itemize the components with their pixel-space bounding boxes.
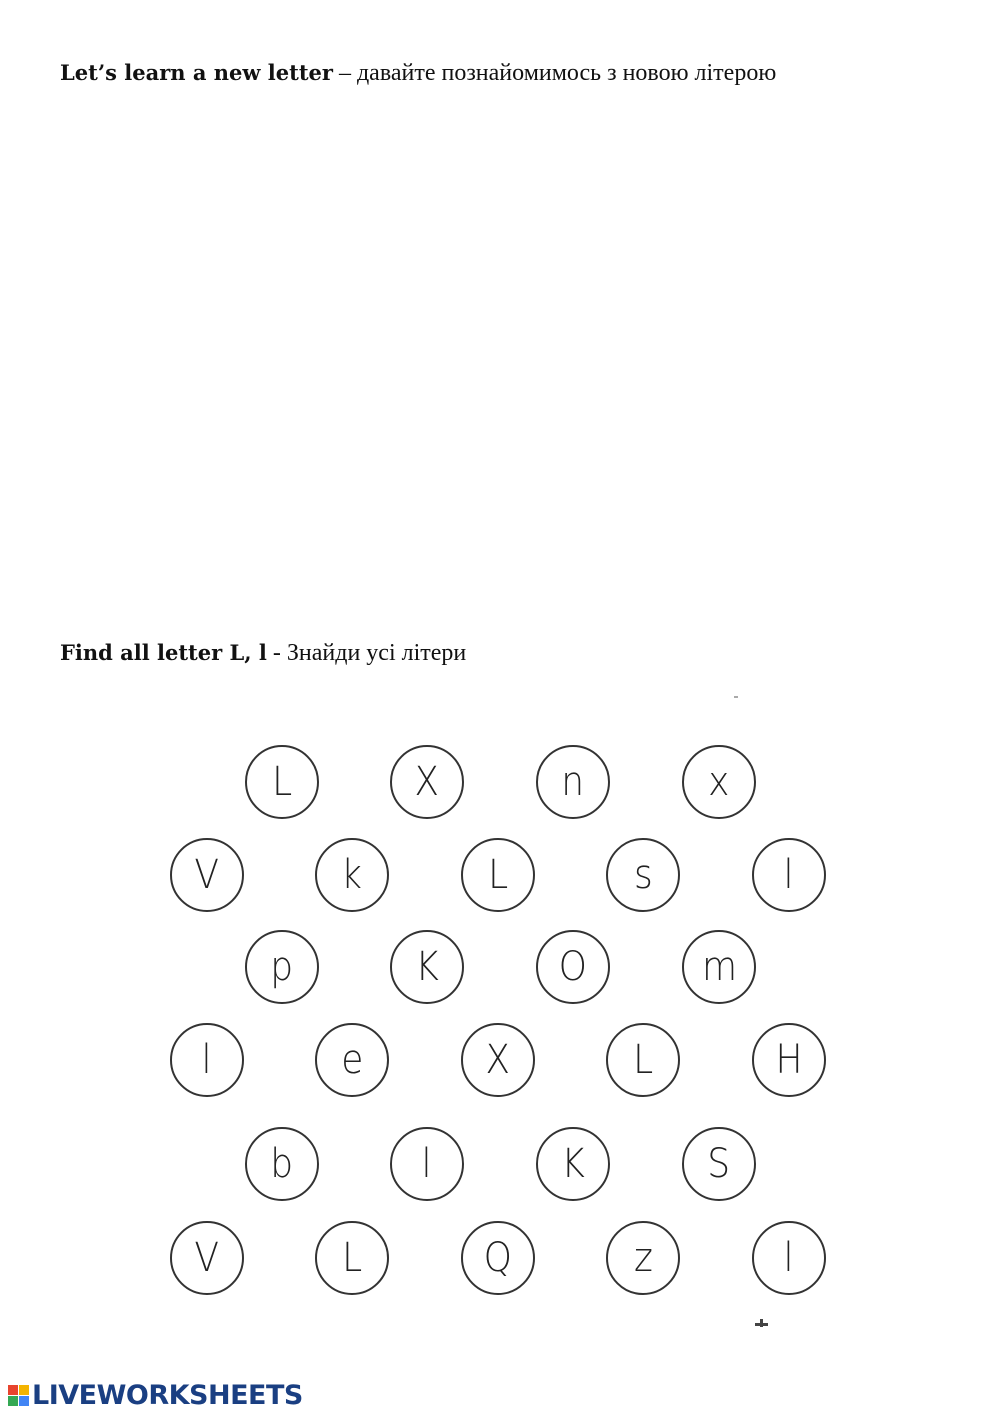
letter-label: L (341, 1235, 363, 1281)
letter-circle[interactable] (461, 1221, 535, 1295)
letter-circle[interactable] (170, 1221, 244, 1295)
letter-label: l (783, 852, 795, 898)
letter-circle[interactable] (682, 745, 756, 819)
letter-label: l (201, 1037, 213, 1083)
letter-label: x (708, 759, 730, 805)
letter-label: p (270, 944, 294, 990)
letter-label: Q (483, 1235, 513, 1281)
letter-label: V (194, 852, 220, 898)
letter-label: l (783, 1235, 795, 1281)
section-title-bold: Find all letter L, l (60, 640, 267, 665)
letter-circle[interactable] (606, 838, 680, 912)
letter-label: L (487, 852, 509, 898)
letter-label: K (561, 1141, 585, 1187)
letter-label: X (414, 759, 440, 805)
letter-circle[interactable] (390, 930, 464, 1004)
letter-circle[interactable] (315, 838, 389, 912)
letter-label: e (340, 1037, 364, 1083)
logo-icon (8, 1385, 29, 1406)
letter-label: S (707, 1141, 731, 1187)
section-title-learn-letter (60, 60, 776, 87)
letter-circle[interactable] (390, 1127, 464, 1201)
speck-mark (755, 1323, 768, 1326)
letter-label: H (775, 1037, 803, 1083)
section-title-translation: - Знайди усі літери (266, 640, 467, 666)
speck-mark (734, 696, 738, 698)
letter-label: m (701, 944, 737, 990)
letter-circle[interactable] (245, 1127, 319, 1201)
letter-label: V (194, 1235, 220, 1281)
letter-circle[interactable] (245, 745, 319, 819)
letter-circle[interactable] (315, 1221, 389, 1295)
letter-circle[interactable] (390, 745, 464, 819)
letter-label: l (421, 1141, 433, 1187)
letter-label: L (271, 759, 293, 805)
letter-circle[interactable] (170, 1023, 244, 1097)
letter-circle[interactable] (245, 930, 319, 1004)
letter-circle[interactable] (536, 745, 610, 819)
letter-circle[interactable] (752, 838, 826, 912)
letter-circle[interactable] (606, 1221, 680, 1295)
letter-label: K (415, 944, 439, 990)
letter-circle[interactable] (461, 1023, 535, 1097)
section-title-translation: – давайте познайомимось з новою літерою (332, 60, 777, 86)
letter-circle[interactable] (170, 838, 244, 912)
letter-label: n (561, 759, 585, 805)
letter-circle[interactable] (536, 1127, 610, 1201)
letter-label: L (632, 1037, 654, 1083)
liveworksheets-logo[interactable] (8, 1380, 303, 1410)
letter-label: z (633, 1235, 653, 1281)
letter-label: O (558, 944, 588, 990)
letter-circle[interactable] (752, 1023, 826, 1097)
letter-circle[interactable] (682, 1127, 756, 1201)
letter-label: b (270, 1141, 294, 1187)
letter-circle[interactable] (536, 930, 610, 1004)
logo-text: LIVEWORKSHEETS (32, 1379, 303, 1411)
letter-circle[interactable] (682, 930, 756, 1004)
letter-circle[interactable] (752, 1221, 826, 1295)
letter-circle[interactable] (606, 1023, 680, 1097)
letter-label: k (341, 852, 363, 898)
letter-label: s (633, 852, 653, 898)
letter-circle[interactable] (461, 838, 535, 912)
section-title-find-letters (60, 640, 466, 667)
section-title-bold: Let’s learn a new letter (60, 60, 333, 85)
letter-label: X (485, 1037, 511, 1083)
letter-circle[interactable] (315, 1023, 389, 1097)
